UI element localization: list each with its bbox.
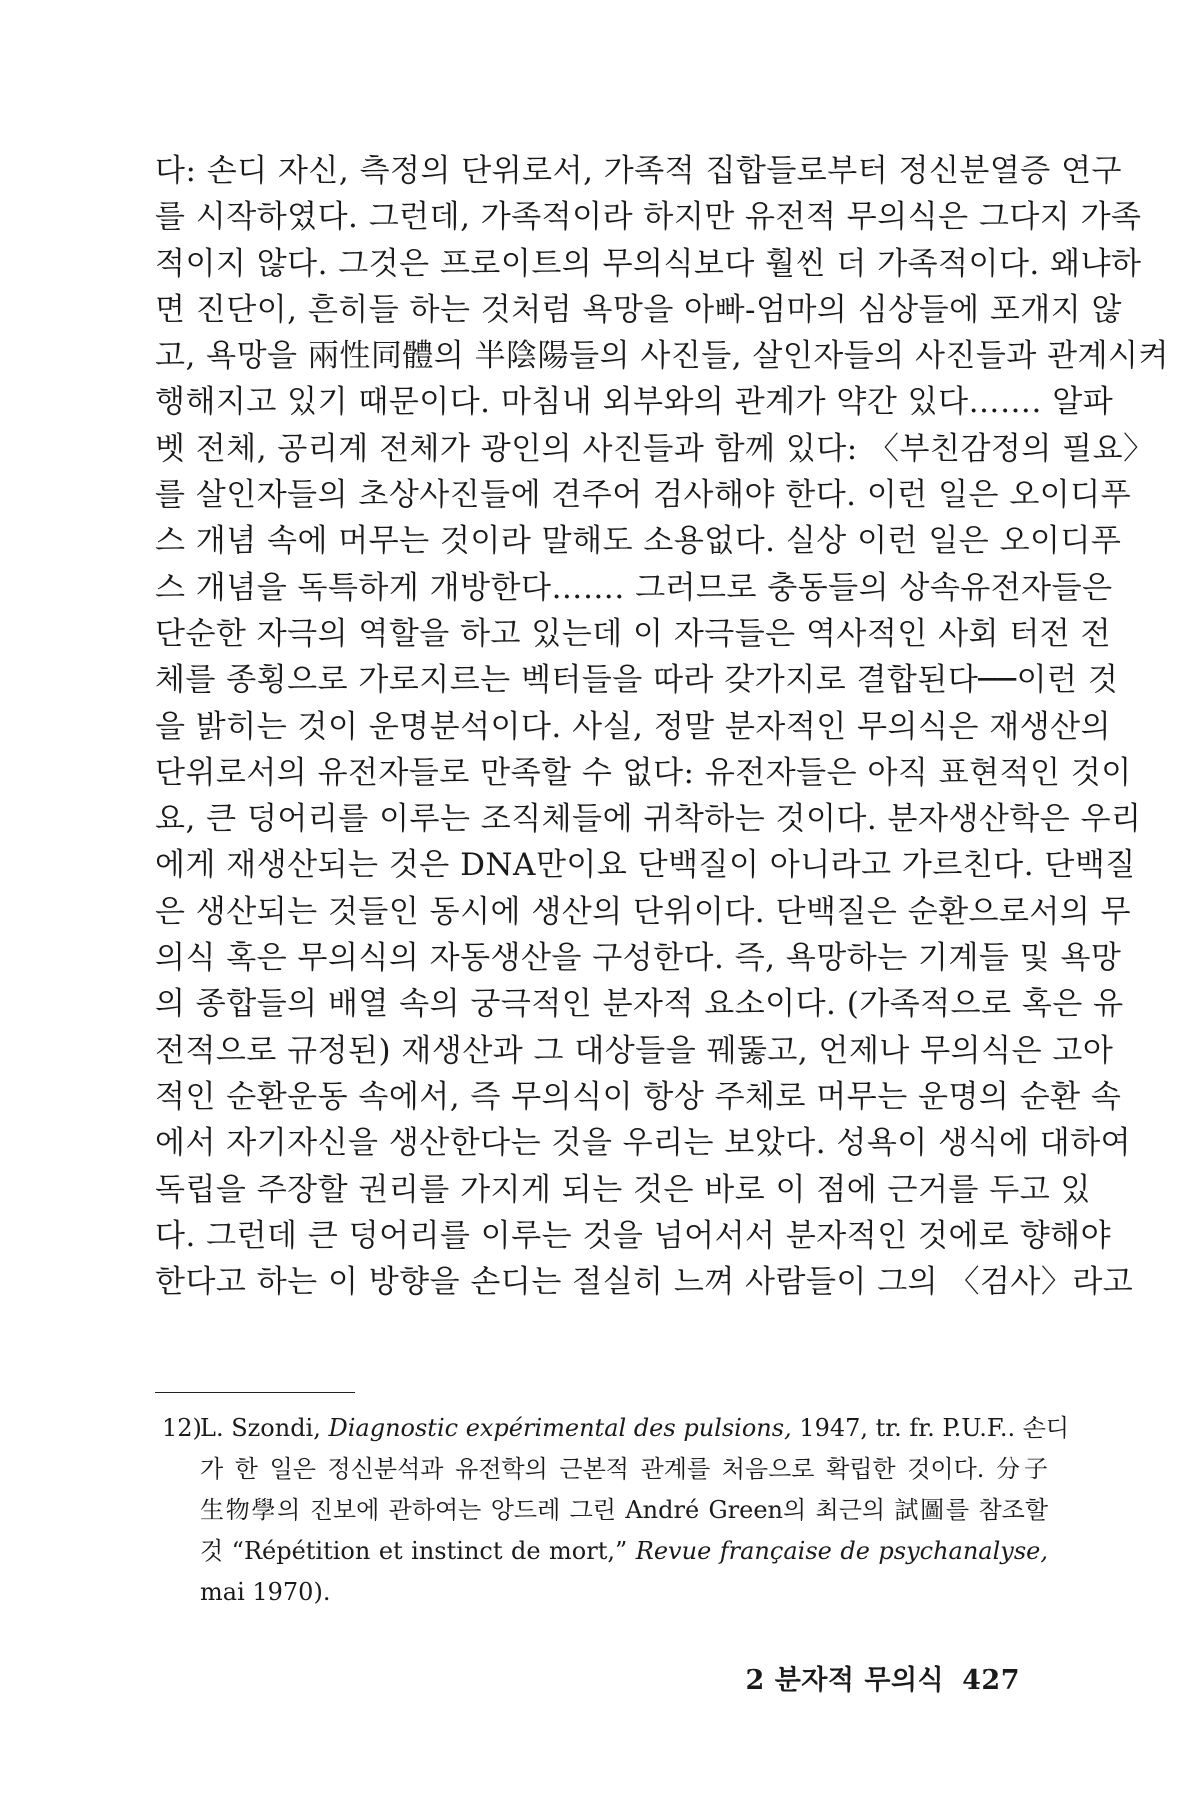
body-line: 을 밝히는 것이 운명분석이다. 사실, 정말 분자적인 무의식은 재생산의 (155, 708, 1112, 745)
body-line: 은 생산되는 것들인 동시에 생산의 단위이다. 단백질은 순환으로서의 무 (155, 893, 1132, 930)
page-number: 427 (962, 1665, 1020, 1696)
body-line: 한다고 하는 이 방향을 손디는 절실히 느껴 사람들이 그의 〈검사〉라고 (155, 1264, 1134, 1301)
body-line: 의식 혹은 무의식의 자동생산을 구성한다. 즉, 욕망하는 기계들 및 욕망 (155, 940, 1122, 977)
footnote-line (162, 1408, 1070, 1449)
footnote-number: 12) (162, 1414, 202, 1442)
footnote-line: 生物學의 진보에 관하여는 앙드레 그린 André Green의 최근의 試圖를 참조할 (200, 1496, 1048, 1524)
footnote-rule (155, 1392, 355, 1393)
footnote-line: mai 1970). (200, 1578, 331, 1606)
body-line: 적인 순환운동 속에서, 즉 무의식이 항상 주체로 머무는 운명의 순환 속 (155, 1078, 1122, 1115)
body-line: 스 개념을 독특하게 개방한다……. 그러므로 충동들의 상속유전자들은 (155, 569, 1113, 606)
chapter-title: 2 분자적 무의식 (745, 1665, 945, 1696)
body-line: 에서 자기자신을 생산한다는 것을 우리는 보았다. 성욕이 생식에 대하여 (155, 1125, 1132, 1162)
footnote-text: 1947, tr. fr. P.U.F.. 손디 (791, 1414, 1070, 1442)
footnote-journal-title: Revue française de psychanalyse, (635, 1537, 1048, 1565)
body-text (155, 148, 1169, 1305)
body-line: 적이지 않다. 그것은 프로이트의 무의식보다 훨씬 더 가족적이다. 왜냐하 (155, 245, 1142, 282)
footnote-line (162, 1531, 1048, 1572)
body-line: 단위로서의 유전자들로 만족할 수 없다: 유전자들은 아직 표현적인 것이 (155, 754, 1132, 791)
body-line: 에게 재생산되는 것은 DNA만이요 단백질이 아니라고 가르친다. 단백질 (155, 847, 1136, 884)
footnote-author: L. Szondi, (200, 1414, 329, 1442)
footnote-line: 가 한 일은 정신분석과 유전학의 근본적 관계를 처음으로 확립한 것이다. 分子 (200, 1455, 1048, 1483)
body-line: 독립을 주장할 권리를 가지게 되는 것은 바로 이 점에 근거를 두고 있 (155, 1171, 1091, 1208)
body-line: 전적으로 규정된) 재생산과 그 대상들을 꿰뚫고, 언제나 무의식은 고아 (155, 1032, 1114, 1069)
body-line: 요, 큰 덩어리를 이루는 조직체들에 귀착하는 것이다. 분자생산학은 우리 (155, 801, 1142, 838)
body-line: 스 개념 속에 머무는 것이라 말해도 소용없다. 실상 이런 일은 오이디푸 (155, 523, 1122, 560)
running-footer (746, 1658, 1020, 1697)
body-line: 면 진단이, 흔히들 하는 것처럼 욕망을 아빠-엄마의 심상들에 포개지 않 (155, 291, 1123, 328)
body-line: 다. 그런데 큰 덩어리를 이루는 것을 넘어서서 분자적인 것에로 향해야 (155, 1217, 1112, 1254)
body-line: 체를 종횡으로 가로지르는 벡터들을 따라 갖가지로 결합된다──이런 것 (155, 662, 1119, 699)
body-line: 를 시작하였다. 그런데, 가족적이라 하지만 유전적 무의식은 그다지 가족 (155, 199, 1142, 236)
body-line: 단순한 자극의 역할을 하고 있는데 이 자극들은 역사적인 사회 터전 전 (155, 615, 1112, 652)
footnote-text: 것 “Répétition et instinct de mort,” (200, 1537, 636, 1565)
body-line: 행해지고 있기 때문이다. 마침내 외부와의 관계가 약간 있다……. 알파 (155, 384, 1114, 421)
body-line: 고, 욕망을 兩性同體의 半陰陽들의 사진들, 살인자들의 사진들과 관계시켜 (155, 338, 1169, 375)
footnote-12 (162, 1408, 1070, 1613)
body-line: 의 종합들의 배열 속의 궁극적인 분자적 요소이다. (가족적으로 혹은 유 (155, 986, 1124, 1023)
body-line: 다: 손디 자신, 측정의 단위로서, 가족적 집합들로부터 정신분열증 연구 (155, 153, 1122, 189)
body-line: 를 살인자들의 초상사진들에 견주어 검사해야 한다. 이런 일은 오이디푸 (155, 477, 1132, 514)
body-line: 벳 전체, 공리계 전체가 광인의 사진들과 함께 있다: 〈부친감정의 필요〉 (155, 430, 1155, 467)
footnote-book-title: Diagnostic expérimental des pulsions, (328, 1414, 792, 1442)
